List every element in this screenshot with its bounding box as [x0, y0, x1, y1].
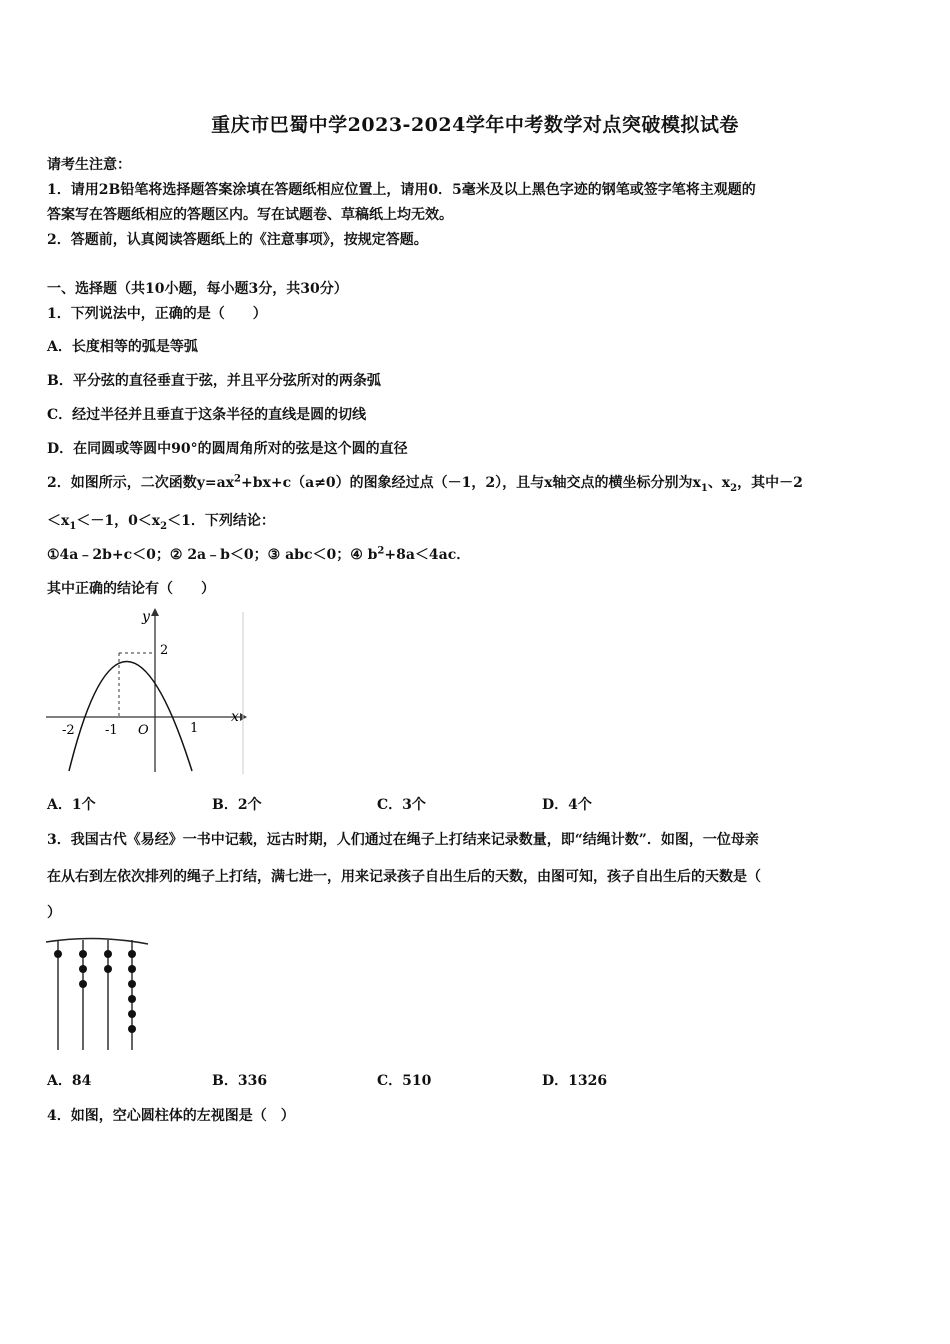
q3-stem-line2: 在从右到左依次排列的绳子上打结，满七进一，用来记录孩子自出生后的天数，由图可知，孩子自出生后的天数是（ [47, 869, 761, 885]
tick-label-y2: 2 [160, 643, 169, 658]
q3-option-c: C．510 [377, 1073, 432, 1089]
q2-stem-line2: $<x_1<-1$，$0<x_2<1$．下列结论： [47, 513, 275, 532]
knot [128, 980, 136, 988]
q2-question: 其中正确的结论有（ ） [47, 581, 215, 597]
q2-stem-line1: 2．如图所示，二次函数$y=ax^2+bx+c(a\ne 0)$的图象经过点（－1，2），且与x轴交点的横坐标分别为$x_1$、$x_2$，其中－2 [47, 473, 803, 494]
knot [128, 965, 136, 973]
q3-stem-line3: ） [47, 905, 61, 921]
parabola-graph [44, 606, 248, 776]
q2-option-c: C．3个 [377, 797, 426, 813]
q3-option-d: D．1326 [542, 1073, 608, 1089]
knot-rope-figure [44, 936, 150, 1052]
q3-option-a: A．84 [47, 1073, 92, 1089]
knot [128, 995, 136, 1003]
q1-option-c: C．经过半径并且垂直于这条半径的直线是圆的切线 [47, 407, 367, 423]
q2-conclusions: ①4a﹣2b+c＜0；② 2a﹣b＜0；③ abc＜0；④ $b^2+8a<4ac$． [47, 545, 471, 563]
notice-item-1-cont: 答案写在答题纸相应的答题区内。写在试题卷、草稿纸上均无效。 [47, 207, 453, 223]
q2-option-b: B．2个 [212, 797, 262, 813]
y-axis-arrow [151, 608, 159, 616]
knot [128, 950, 136, 958]
y-axis-label: y [142, 609, 150, 625]
q2-option-d: D．4个 [542, 797, 592, 813]
knot [128, 1025, 136, 1033]
knot [104, 950, 112, 958]
knot [79, 950, 87, 958]
notice-heading: 请考生注意： [47, 157, 131, 173]
section-heading: 一、选择题（共10小题，每小题3分，共30分） [47, 281, 348, 297]
knot [79, 965, 87, 973]
knot [104, 965, 112, 973]
notice-item-2: 2．答题前，认真阅读答题纸上的《注意事项》，按规定答题。 [47, 232, 428, 248]
q3-stem-line1: 3．我国古代《易经》一书中记载，远古时期，人们通过在绳子上打结来记录数量，即“结绳计数”．如图，一位母亲 [47, 832, 759, 848]
tick-label-1: 1 [190, 721, 199, 736]
q3-option-b: B．336 [212, 1073, 268, 1089]
knot [128, 1010, 136, 1018]
origin-label: O [138, 723, 149, 738]
q1-option-a: A．长度相等的弧是等弧 [47, 339, 198, 355]
knot [79, 980, 87, 988]
x-axis-label: x [231, 709, 239, 725]
page-title: 重庆市巴蜀中学2023-2024学年中考数学对点突破模拟试卷 [211, 114, 739, 136]
notice-item-1: 1．请用2B铅笔将选择题答案涂填在答题纸相应位置上，请用0．5毫米及以上黑色字迹的钢笔或签字笔将主观题的 [47, 182, 756, 198]
q4-stem: 4．如图，空心圆柱体的左视图是（ ） [47, 1108, 295, 1124]
q1-stem: 1．下列说法中，正确的是（ ） [47, 306, 267, 322]
parabola-curve [69, 662, 192, 772]
q2-option-a: A．1个 [47, 797, 96, 813]
tick-label-neg2: -2 [62, 723, 75, 738]
knot [54, 950, 62, 958]
q1-option-d: D．在同圆或等圆中90°的圆周角所对的弦是这个圆的直径 [47, 441, 408, 457]
tick-label-neg1: -1 [105, 723, 118, 738]
q1-option-b: B．平分弦的直径垂直于弦，并且平分弦所对的两条弧 [47, 373, 381, 389]
